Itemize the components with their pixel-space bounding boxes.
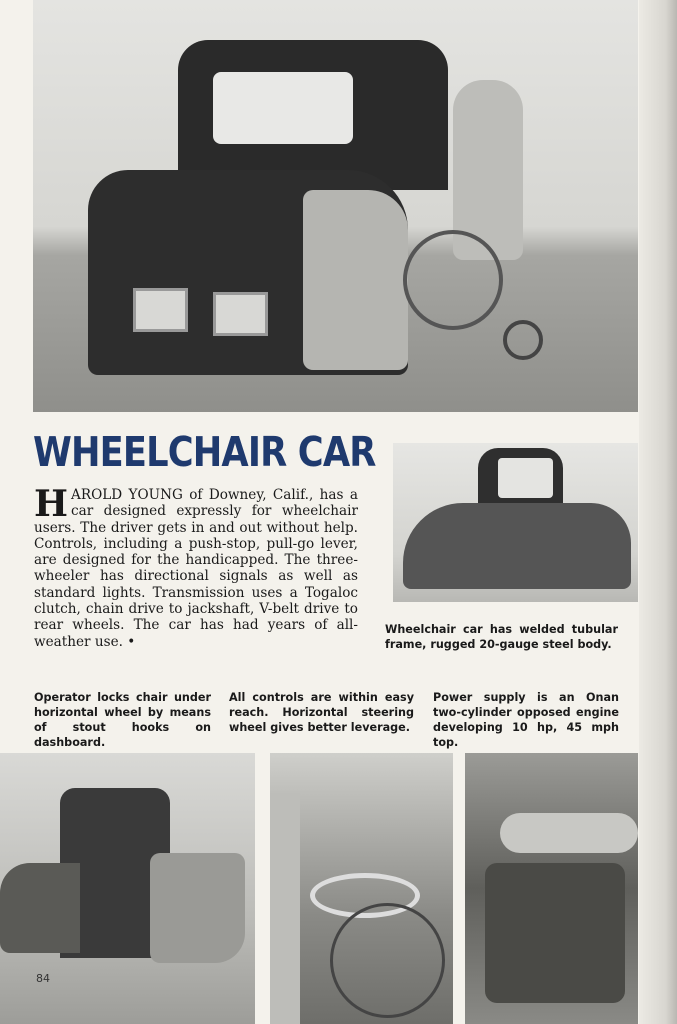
photo-engine <box>465 753 638 1024</box>
caption-side-view: Wheelchair car has welded tubular frame, rugged 20-gauge steel body. <box>385 623 618 651</box>
photo-wheelchair-car-rear <box>33 0 638 412</box>
car-panel <box>150 853 245 963</box>
tail-light <box>133 288 188 332</box>
article-title: WHEELCHAIR CAR <box>33 428 376 476</box>
engine-block <box>485 863 625 1003</box>
page-edge <box>639 0 677 1024</box>
engine-muffler <box>500 813 638 853</box>
photo-car-side-view <box>393 443 638 602</box>
car-body <box>403 503 631 589</box>
car-window <box>498 458 553 498</box>
drop-cap: H <box>34 483 69 525</box>
driver-arm <box>270 793 300 1024</box>
caption-engine: Power supply is an Onan two-cylinder opposed engine developing 10 hp, 45 mph top. <box>433 691 619 749</box>
car-panel <box>303 190 408 370</box>
wheelchair-wheel <box>330 903 445 1018</box>
tail-light <box>213 292 268 336</box>
wheelchair-wheel <box>403 230 503 330</box>
wheelchair-caster <box>503 320 543 360</box>
caption-controls: All controls are within easy reach. Horizontal steering wheel gives better leverage. <box>229 691 414 734</box>
page-number: 84 <box>36 972 50 985</box>
caption-chair-lock: Operator locks chair under horizontal wheel by means of stout hooks on dashboard. <box>34 691 211 749</box>
car-window <box>213 72 353 144</box>
article-text: AROLD YOUNG of Downey, Calif., has a car designed expressly for wheelchair users. The driver gets in and out without help. Controls, including a push-stop, pull-go lever, are designed for the handicapped. The three-wheeler has directional signals as well as standard lights. Transmission uses a Togaloc clutch, chain drive to jackshaft, V-belt drive to rear wheels. The car has had years of all-weather use. • <box>34 487 358 650</box>
photo-car-controls <box>270 753 453 1024</box>
car-body <box>0 863 80 953</box>
article-body <box>34 483 358 650</box>
